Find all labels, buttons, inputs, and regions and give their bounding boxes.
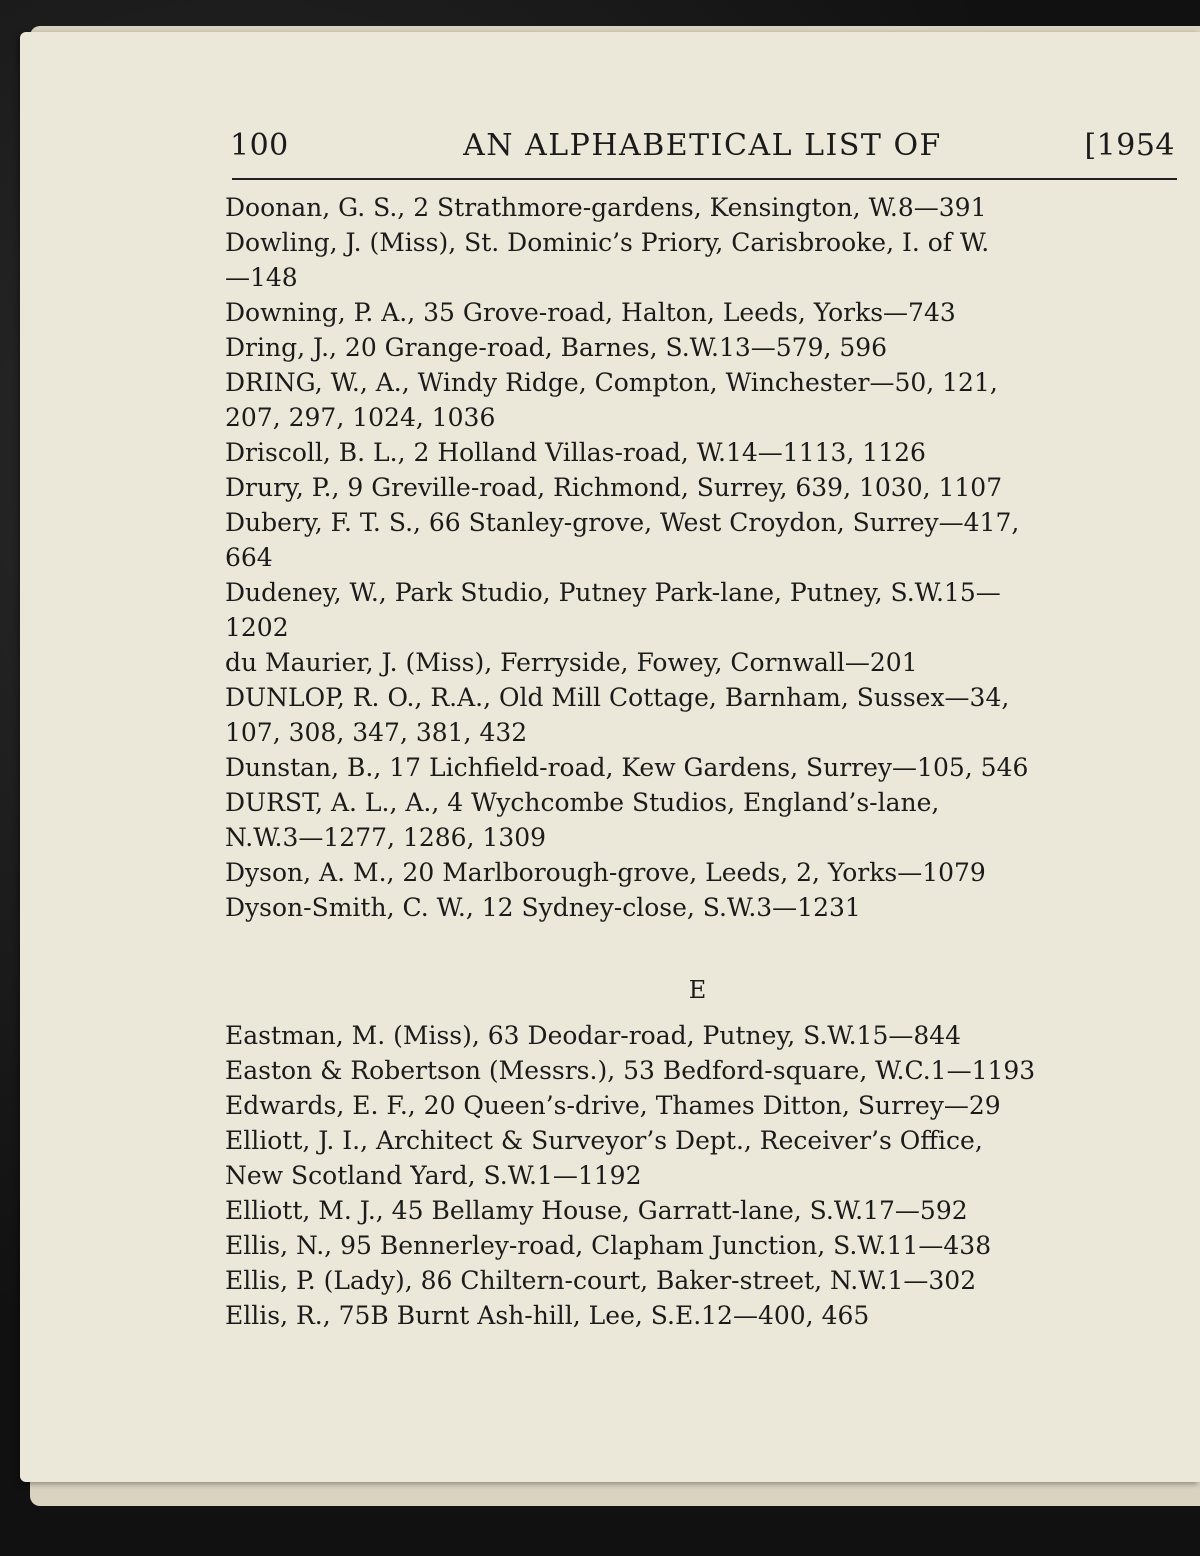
list-entry: Elliott, M. J., 45 Bellamy House, Garratt-lane, S.W.17—592: [225, 1196, 968, 1225]
list-entry: Dyson-Smith, C. W., 12 Sydney-close, S.W.3—1231: [225, 893, 861, 922]
header-rule: [232, 178, 1177, 180]
list-entry: Easton & Robertson (Messrs.), 53 Bedford-square, W.C.1—1193: [225, 1056, 1036, 1085]
running-header: [230, 128, 1175, 172]
header-title: AN ALPHABETICAL LIST OF: [463, 128, 942, 163]
list-entry: DURST, A. L., A., 4 Wychcombe Studios, England’s-lane, N.W.3—1277, 1286, 1309: [225, 788, 940, 852]
directory-list: [225, 190, 1170, 1333]
list-entry: Dowling, J. (Miss), St. Dominic’s Priory, Carisbrooke, I. of W. —148: [225, 228, 990, 292]
list-entry: Ellis, P. (Lady), 86 Chiltern-court, Baker-street, N.W.1—302: [225, 1266, 977, 1295]
list-entry: Driscoll, B. L., 2 Holland Villas-road, W.14—1113, 1126: [225, 438, 926, 467]
list-entry: Doonan, G. S., 2 Strathmore-gardens, Kensington, W.8—391: [225, 193, 987, 222]
list-entry: Dubery, F. T. S., 66 Stanley-grove, West Croydon, Surrey—417, 664: [225, 508, 1020, 572]
section-heading-e: E: [688, 976, 707, 1004]
list-entry: Dyson, A. M., 20 Marlborough-grove, Leeds, 2, Yorks—1079: [225, 858, 986, 887]
list-entry: Downing, P. A., 35 Grove-road, Halton, Leeds, Yorks—743: [225, 298, 956, 327]
list-entry: Ellis, N., 95 Bennerley-road, Clapham Junction, S.W.11—438: [225, 1231, 992, 1260]
header-year: [1954: [1084, 128, 1175, 163]
list-entry: Elliott, J. I., Architect & Surveyor’s Dept., Receiver’s Office, New Scotland Yard, S.W.1—1192: [225, 1126, 983, 1190]
list-entry: Ellis, R., 75B Burnt Ash-hill, Lee, S.E.12—400, 465: [225, 1301, 870, 1330]
list-entry: Drury, P., 9 Greville-road, Richmond, Surrey, 639, 1030, 1107: [225, 473, 1003, 502]
list-entry: Edwards, E. F., 20 Queen’s-drive, Thames Ditton, Surrey—29: [225, 1091, 1001, 1120]
page-number: 100: [230, 128, 289, 163]
list-entry: DRING, W., A., Windy Ridge, Compton, Winchester—50, 121, 207, 297, 1024, 1036: [225, 368, 998, 432]
list-entry: Dudeney, W., Park Studio, Putney Park-lane, Putney, S.W.15— 1202: [225, 578, 1001, 642]
list-entry: Dunstan, B., 17 Lichfield-road, Kew Gardens, Surrey—105, 546: [225, 753, 1029, 782]
list-entry: du Maurier, J. (Miss), Ferryside, Fowey, Cornwall—201: [225, 648, 918, 677]
list-entry: Eastman, M. (Miss), 63 Deodar-road, Putney, S.W.15—844: [225, 1021, 962, 1050]
list-entry: DUNLOP, R. O., R.A., Old Mill Cottage, Barnham, Sussex—34, 107, 308, 347, 381, 432: [225, 683, 1010, 747]
list-entry: Dring, J., 20 Grange-road, Barnes, S.W.13—579, 596: [225, 333, 888, 362]
